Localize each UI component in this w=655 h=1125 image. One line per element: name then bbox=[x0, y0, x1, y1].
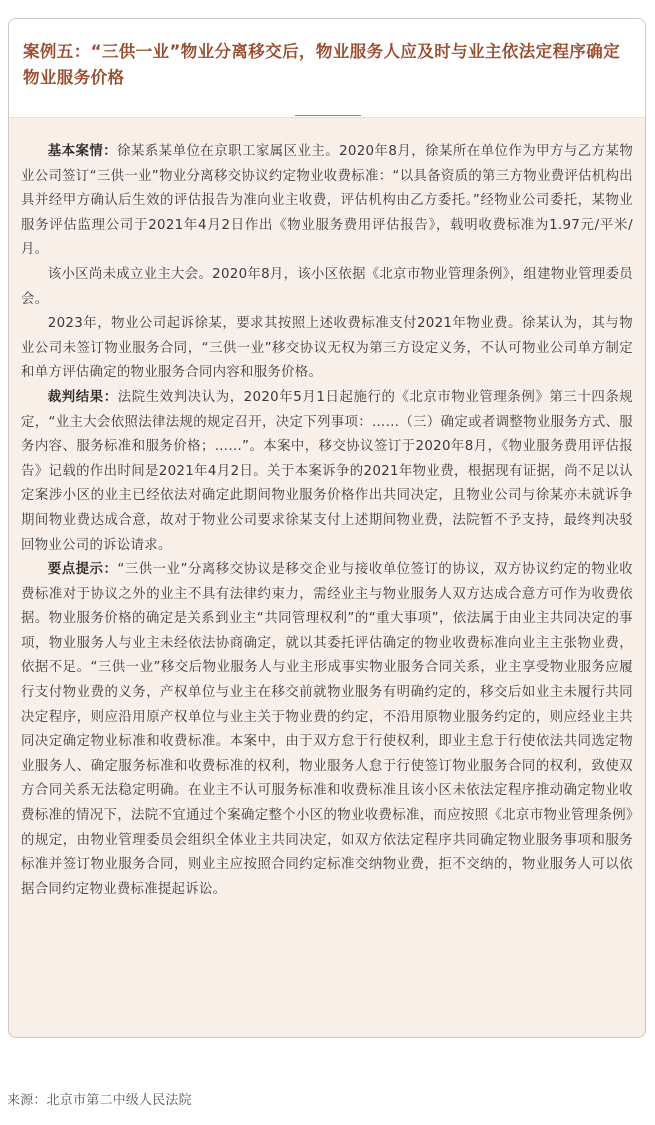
section-basic-facts bbox=[21, 140, 633, 263]
section-key-points bbox=[21, 558, 633, 902]
section-text: “三供一业”分离移交协议是移交企业与接收单位签订的协议，双方协议约定的物业收费标准对于协议之外的业主不具有法律约束力，需经业主与物业服务人双方达成合意方可作为收费依据。物业服务价格的确定是关系到业主“共同管理权利”的“重大事项”，依法属于由业主共同决定的事项，物业服务人与业主未经依法协商确定，就以其委托评估确定的物业收费标准向业主主张物业费，依据不足。“三供一业”移交后物业服务人与业主形成事实物业服务合同关系，业主享受物业服务应履行支付物业费的义务，产权单位与业主在移交前就物业服务有明确约定的，移交后如业主未履行共同决定程序，则应沿用原产权单位与业主关于物业费的约定，不沿用原物业服务约定的，则应经业主共同决定确定物业标准和收费标准。本案中，由于双方怠于行使权利，即业主怠于行使依法共同选定物业服务人、确定服务标准和收费标准的权利，物业服务人怠于行使签订物业服务合同的权利，致使双方合同关系无法稳定明确。在业主不认可服务标准和收费标准且该小区未依法定程序推动确定物业收费标准的情况下，法院不宜通过个案确定整个小区的物业收费标准，而应按照《北京市物业管理条例》的规定，由物业管理委员会组织全体业主共同决定，如双方依法定程序共同确定物业服务事项和服务标准并签订物业服务合同，则业主应按照合同约定标准交纳物业费，拒不交纳的，物业服务人可以依据合同约定物业费标准提起诉讼。 bbox=[21, 562, 633, 897]
section-label: 要点提示： bbox=[47, 562, 118, 578]
section-text: 该小区尚未成立业主大会。2020年8月，该小区依据《北京市物业管理条例》，组建物业管理委员会。 bbox=[21, 266, 633, 307]
section-owners-committee bbox=[21, 263, 633, 312]
section-judgment bbox=[21, 386, 633, 558]
section-label: 裁判结果： bbox=[47, 389, 118, 405]
section-text: 徐某系某单位在京职工家属区业主。2020年8月，徐某所在单位作为甲方与乙方某物业公司签订“三供一业”物业分离移交协议约定物业收费标准：“以具备资质的第三方物业费评估机构出具并经甲方确认后生效的评估报告为准向业主收费，评估机构由乙方委托。”经物业公司委托，某物业服务评估监理公司于2021年4月2日作出《物业服务费用评估报告》，载明收费标准为1.97元/平米/月。 bbox=[21, 144, 634, 258]
section-lawsuit bbox=[21, 312, 633, 386]
case-card bbox=[8, 18, 646, 1038]
section-label: 基本案情： bbox=[47, 144, 118, 159]
title-divider bbox=[295, 115, 361, 116]
source-credit: 来源：北京市第二中级人民法院 bbox=[7, 1093, 192, 1108]
section-text: 法院生效判决认为，2020年5月1日起施行的《北京市物业管理条例》第三十四条规定，“业主大会依照法律法规的规定召开，决定下列事项：……（三）确定或者调整物业服务方式、服务内容、服务标准和服务价格；……”。本案中，移交协议签订于2020年8月，《物业服务费用评估报告》记载的作出时间是2021年4月2日。关于本案诉争的2021年物业费，根据现有证据，尚不足以认定案涉小区的业主已经依法对确定此期间物业服务价格作出共同决定，且物业公司与徐某亦未就诉争期间物业费达成合意，故对于物业公司要求徐某支付上述期间物业费，法院暂不予支持，最终判决驳回物业公司的诉讼请求。 bbox=[21, 389, 633, 553]
case-title: 案例五：“三供一业”物业分离移交后，物业服务人应及时与业主依法定程序确定物业服务价格 bbox=[23, 42, 621, 87]
case-body bbox=[9, 118, 645, 902]
case-header bbox=[9, 19, 645, 118]
section-text: 2023年，物业公司起诉徐某，要求其按照上述收费标准支付2021年物业费。徐某认为，其与物业公司未签订物业服务合同，“三供一业”移交协议无权为第三方设定义务，不认可物业公司单方制定和单方评估确定的物业服务合同内容和服务价格。 bbox=[21, 316, 633, 381]
